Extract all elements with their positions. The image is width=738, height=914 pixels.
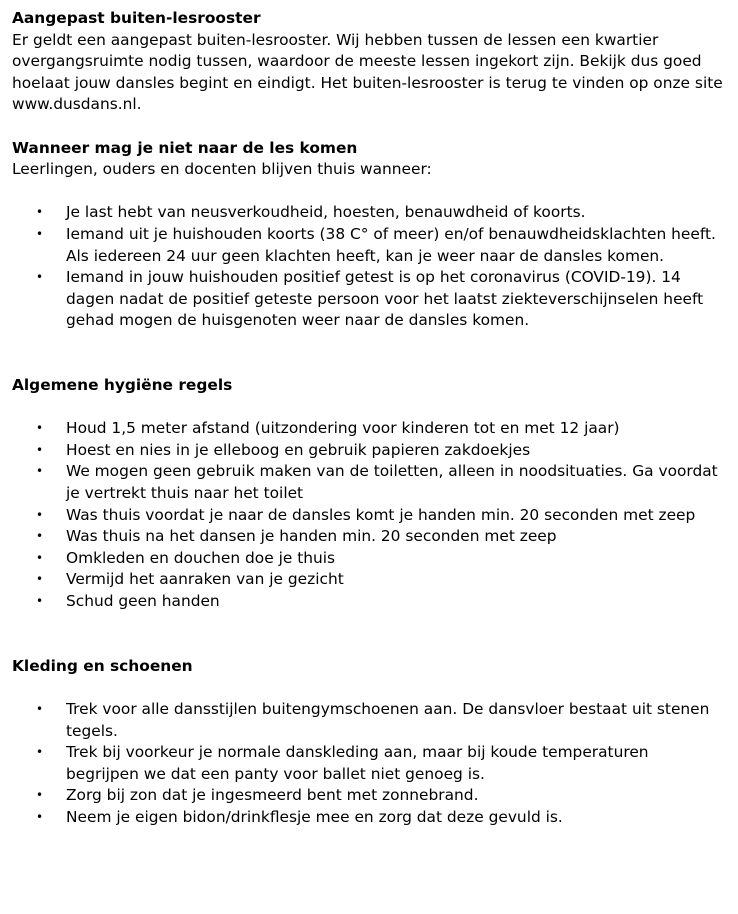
list-item (12, 418, 732, 440)
list-item (12, 202, 732, 224)
bullet-icon: • (36, 205, 44, 220)
section-heading: Algemene hygiëne regels (12, 376, 233, 395)
bullet-icon: • (36, 788, 44, 803)
bullet-icon: • (36, 594, 44, 609)
list-item (12, 548, 732, 570)
list-item-text: Houd 1,5 meter afstand (uitzondering voor kinderen tot en met 12 jaar) (66, 419, 620, 438)
list-item-text: Trek voor alle dansstijlen buitengymschoenen aan. De dansvloer bestaat uit stenen tegels. (66, 700, 710, 740)
list-item (12, 526, 732, 548)
section-niet-naar-les (12, 138, 732, 332)
list-item (12, 699, 732, 742)
bullet-icon: • (36, 421, 44, 436)
list-item-text: Schud geen handen (66, 592, 220, 611)
list-item (12, 591, 732, 613)
bullet-icon: • (36, 529, 44, 544)
section-paragraph: Leerlingen, ouders en docenten blijven thuis wanneer: (12, 160, 432, 179)
bullet-icon: • (36, 702, 44, 716)
bullet-icon: • (36, 507, 44, 522)
section-aangepast-rooster (12, 8, 732, 116)
bullet-icon: • (36, 809, 44, 824)
section-heading: Aangepast buiten-lesrooster (12, 9, 261, 27)
list-item (12, 461, 732, 504)
list-item (12, 569, 732, 591)
bullet-icon: • (36, 442, 44, 457)
bullet-icon: • (36, 745, 44, 760)
document (12, 8, 732, 829)
list-item (12, 807, 732, 829)
spacer (12, 332, 732, 375)
list-item (12, 224, 732, 267)
list-item-text: Zorg bij zon dat je ingesmeerd bent met zonnebrand. (66, 786, 479, 805)
bullet-icon: • (36, 550, 44, 565)
list-item-text: Was thuis na het dansen je handen min. 20 seconden met zeep (66, 527, 557, 546)
list-item (12, 267, 732, 332)
bullet-icon: • (36, 226, 44, 241)
list-item-text: Omkleden en douchen doe je thuis (66, 548, 336, 567)
list-item-text: Hoest en nies in je elleboog en gebruik papieren zakdoekjes (66, 440, 531, 459)
spacer (12, 677, 732, 699)
bullet-icon: • (36, 464, 44, 479)
list-item (12, 440, 732, 462)
list-item-text: Trek bij voorkeur je normale danskleding aan, maar bij koude temperaturen begrijpen we dat een panty voor ballet niet genoeg is. (66, 743, 649, 783)
list-item-text: Neem je eigen bidon/drinkflesje mee en zorg dat deze gevuld is. (66, 807, 563, 826)
bullet-icon: • (36, 572, 44, 587)
section-heading: Wanneer mag je niet naar de les komen (12, 138, 358, 157)
list-item (12, 505, 732, 527)
spacer (12, 397, 732, 419)
section-hygiene-regels (12, 375, 732, 613)
bullet-icon: • (36, 270, 44, 285)
bullet-list (12, 418, 732, 612)
section-paragraph: Er geldt een aangepast buiten-lesrooster. Wij hebben tussen de lessen een kwartier overgangsruimte nodig tussen, waardoor de meeste lessen ingekort zijn. Bekijk dus goed hoelaat jouw dansles begint en eindigt. Het buiten-lesrooster is terug te vinden op onze site www.dusdans.nl. (12, 30, 723, 114)
bullet-list (12, 699, 732, 829)
spacer (12, 116, 732, 138)
bullet-list (12, 202, 732, 332)
spacer (12, 181, 732, 203)
list-item-text: Vermijd het aanraken van je gezicht (66, 570, 344, 589)
list-item-text: Was thuis voordat je naar de dansles komt je handen min. 20 seconden met zeep (66, 505, 696, 524)
section-kleding-schoenen (12, 656, 732, 829)
list-item-text: Iemand in jouw huishouden positief getest is op het coronavirus (COVID-19). 14 dagen nadat de positief geteste persoon voor het laatst ziekteverschijnselen heeft gehad mogen de huisgenoten weer naar de dansles komen. (66, 268, 704, 330)
list-item (12, 742, 732, 785)
spacer (12, 613, 732, 656)
list-item-text: Iemand uit je huishouden koorts (38 C° of meer) en/of benauwdheidsklachten heeft. Als iedereen 24 uur geen klachten heeft, kan je weer naar de dansles komen. (66, 224, 716, 265)
section-heading: Kleding en schoenen (12, 656, 193, 675)
list-item (12, 785, 732, 807)
list-item-text: We mogen geen gebruik maken van de toiletten, alleen in noodsituaties. Ga voordat je vertrekt thuis naar het toilet (66, 462, 718, 503)
list-item-text: Je last hebt van neusverkoudheid, hoesten, benauwdheid of koorts. (66, 203, 586, 222)
